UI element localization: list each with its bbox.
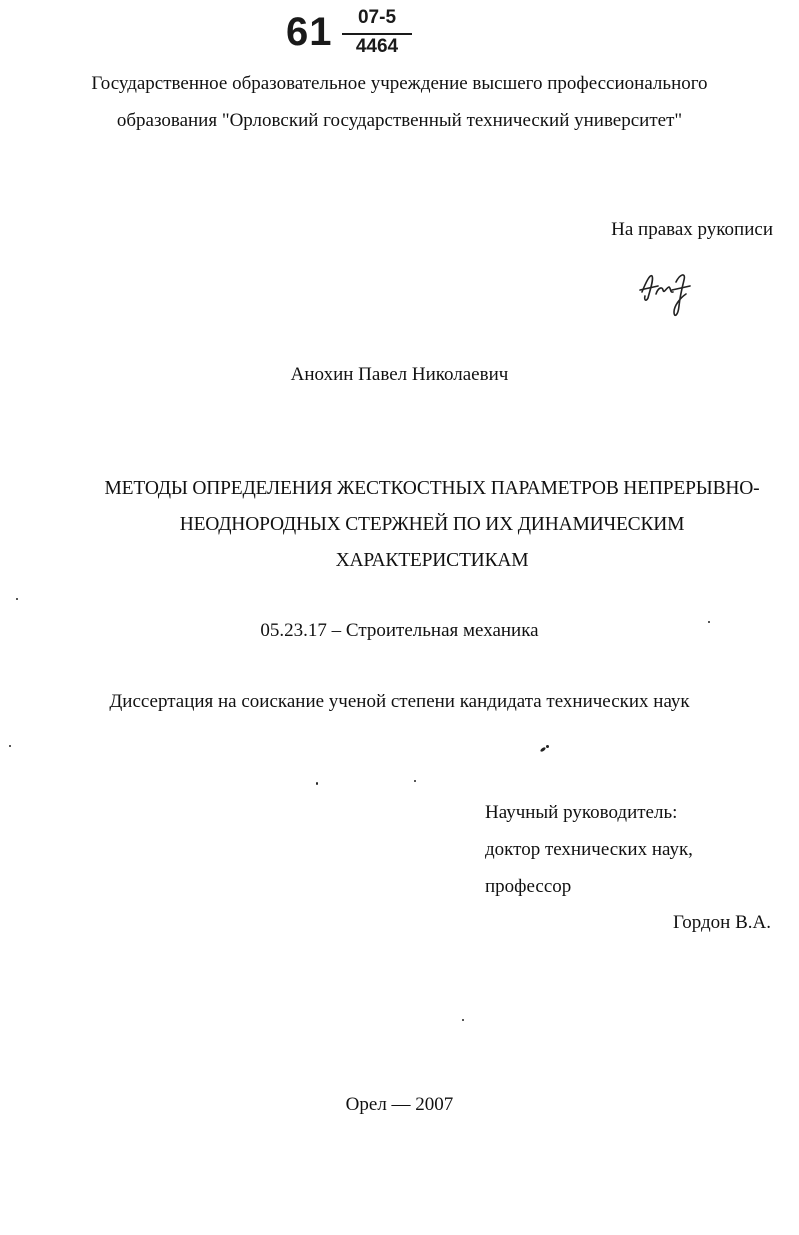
signature-icon [636, 268, 696, 324]
city-year: Орел — 2007 [345, 1094, 454, 1115]
dissertation-title [60, 471, 799, 579]
supervisor-name: Гордон В.А. [672, 912, 771, 933]
supervisor-degree: доктор технических наук, [485, 839, 693, 860]
institution-line-1: Государственное образовательное учреждение высшего профессионального [91, 73, 708, 94]
title-line-1: МЕТОДЫ ОПРЕДЕЛЕНИЯ ЖЕСТКОСТНЫХ ПАРАМЕТРОВ НЕПРЕРЫВНО- [104, 478, 760, 499]
institution-line-2: образования "Орловский государственный технический университет" [116, 110, 683, 131]
scan-speck [316, 782, 318, 785]
scan-speck [546, 745, 549, 748]
scan-speck [414, 780, 416, 782]
stamp-numerator: 07-5 [357, 7, 397, 28]
scan-speck [540, 747, 547, 753]
supervisor-rank: профессор [485, 876, 572, 897]
stamp-main-number: 61 [286, 10, 333, 54]
specialty-code: 05.23.17 – Строительная механика [260, 620, 539, 641]
scan-speck [16, 598, 18, 600]
scan-speck [9, 745, 11, 747]
author-name: Анохин Павел Николаевич [290, 364, 509, 385]
title-line-2: НЕОДНОРОДНЫХ СТЕРЖНЕЙ ПО ИХ ДИНАМИЧЕСКИМ [179, 514, 685, 535]
stamp-denominator: 4464 [355, 36, 399, 57]
degree-statement: Диссертация на соискание ученой степени кандидата технических наук [109, 691, 690, 712]
manuscript-rights-note: На правах рукописи [611, 219, 773, 240]
scan-speck [708, 621, 710, 623]
title-line-3: ХАРАКТЕРИСТИКАМ [335, 550, 529, 571]
supervisor-label: Научный руководитель: [485, 802, 678, 823]
scan-speck [462, 1019, 464, 1021]
stamp-fraction-bar [342, 33, 412, 35]
